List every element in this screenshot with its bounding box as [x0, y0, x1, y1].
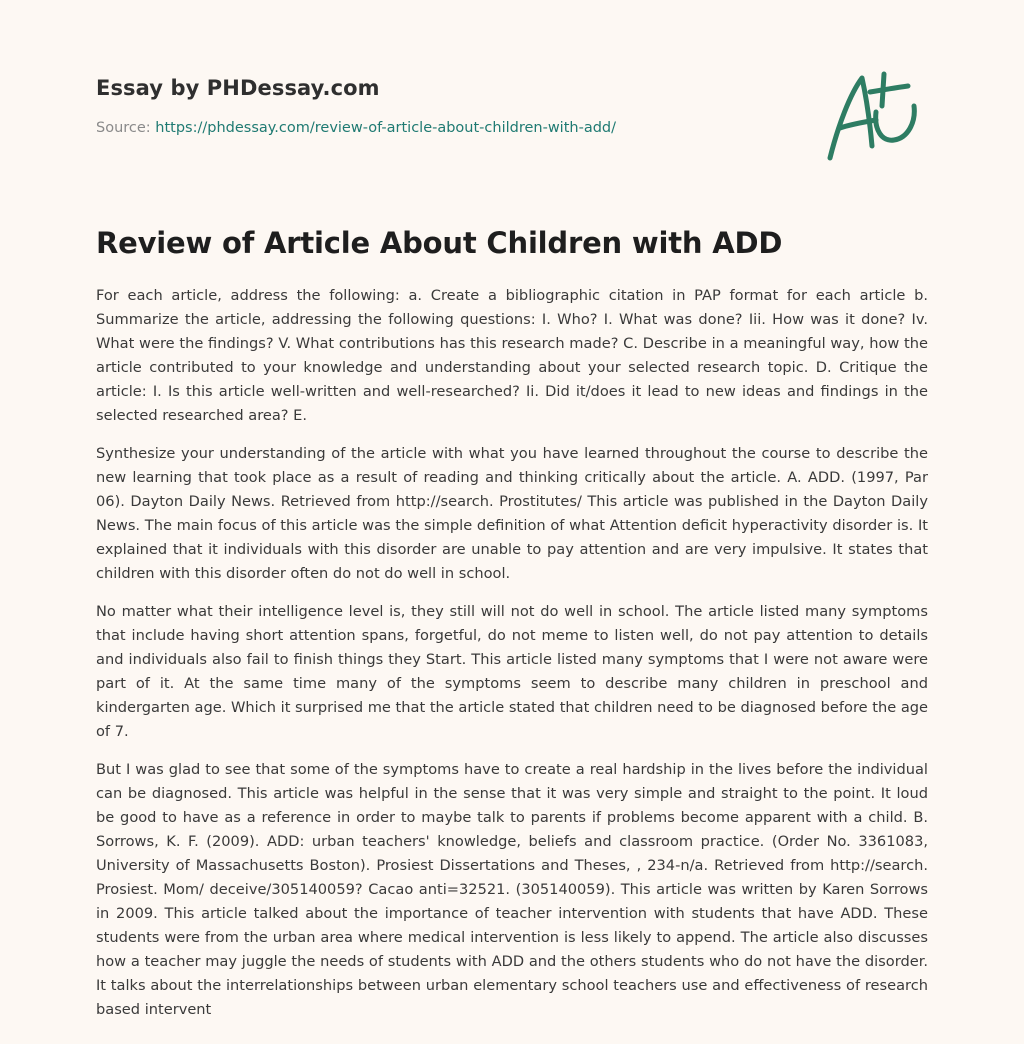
source-label: Source: — [96, 120, 151, 136]
source-line — [96, 120, 796, 136]
paragraph: For each article, address the following: a. Create a bibliographic citation in PAP format for each article b. Summarize the article, addressing the following questions: I. Who? I. What was done? Iii. How was it done? Iv. What were the findings? V. What contributions has this research made? C. Describe in a meaningful way, how the article contributed to your knowledge and understanding about your selected research topic. D. Critique the article: I. Is this article well-written and well-researched? Ii. Did it/does it lead to new ideas and findings in the selected researched area? E. — [96, 287, 928, 424]
a-plus-logo-icon — [818, 66, 930, 166]
article-body — [96, 284, 928, 1036]
paragraph: Synthesize your understanding of the article with what you have learned throughout the course to describe the new learning that took place as a result of reading and thinking critically about the article. A. ADD. (1997, Par 06). Dayton Daily News. Retrieved from http://search. Prostitutes/ This article was published in the Dayton Daily News. The main focus of this article was the simple definition of what Attention deficit hyperactivity disorder is. It explained that it individuals with this disorder are unable to pay attention and are very impulsive. It states that children with this disorder often do not do well in school. — [96, 445, 928, 582]
brand-title: Essay by PHDessay.com — [96, 76, 380, 100]
article-title: Review of Article About Children with ADD — [96, 226, 783, 260]
paragraph: But I was glad to see that some of the symptoms have to create a real hardship in the lives before the individual can be diagnosed. This article was helpful in the sense that it was very simple and straight to the point. It loud be good to have as a reference in order to maybe talk to parents if problems become apparent with a child. B. Sorrows, K. F. (2009). ADD: urban teachers' knowledge, beliefs and classroom practice. (Order No. 3361083, University of Massachusetts Boston). Prosiest Dissertations and Theses, , 234-n/a. Retrieved from http://search. Prosiest. Mom/ deceive/305140059? Cacao anti=32521. (305140059). This article was written by Karen Sorrows in 2009. This article talked about the importance of teacher intervention with students that have ADD. These students were from the urban area where medical intervention is less likely to append. The article also discusses how a teacher may juggle the needs of students with ADD and the others students who do not have the disorder. It talks about the interrelationships between urban elementary school teachers use and effectiveness of research based intervent — [96, 761, 928, 1018]
source-link[interactable]: https://phdessay.com/review-of-article-about-children-with-add/ — [155, 120, 616, 136]
header — [96, 76, 796, 136]
a-plus-logo-svg — [818, 66, 930, 166]
paragraph: No matter what their intelligence level is, they still will not do well in school. The article listed many symptoms that include having short attention spans, forgetful, do not meme to listen well, do not pay attention to details and individuals also fail to finish things they Start. This article listed many symptoms that I were not aware were part of it. At the same time many of the symptoms seem to describe many children in preschool and kindergarten age. Which it surprised me that the article stated that children need to be diagnosed before the age of 7. — [96, 603, 929, 740]
